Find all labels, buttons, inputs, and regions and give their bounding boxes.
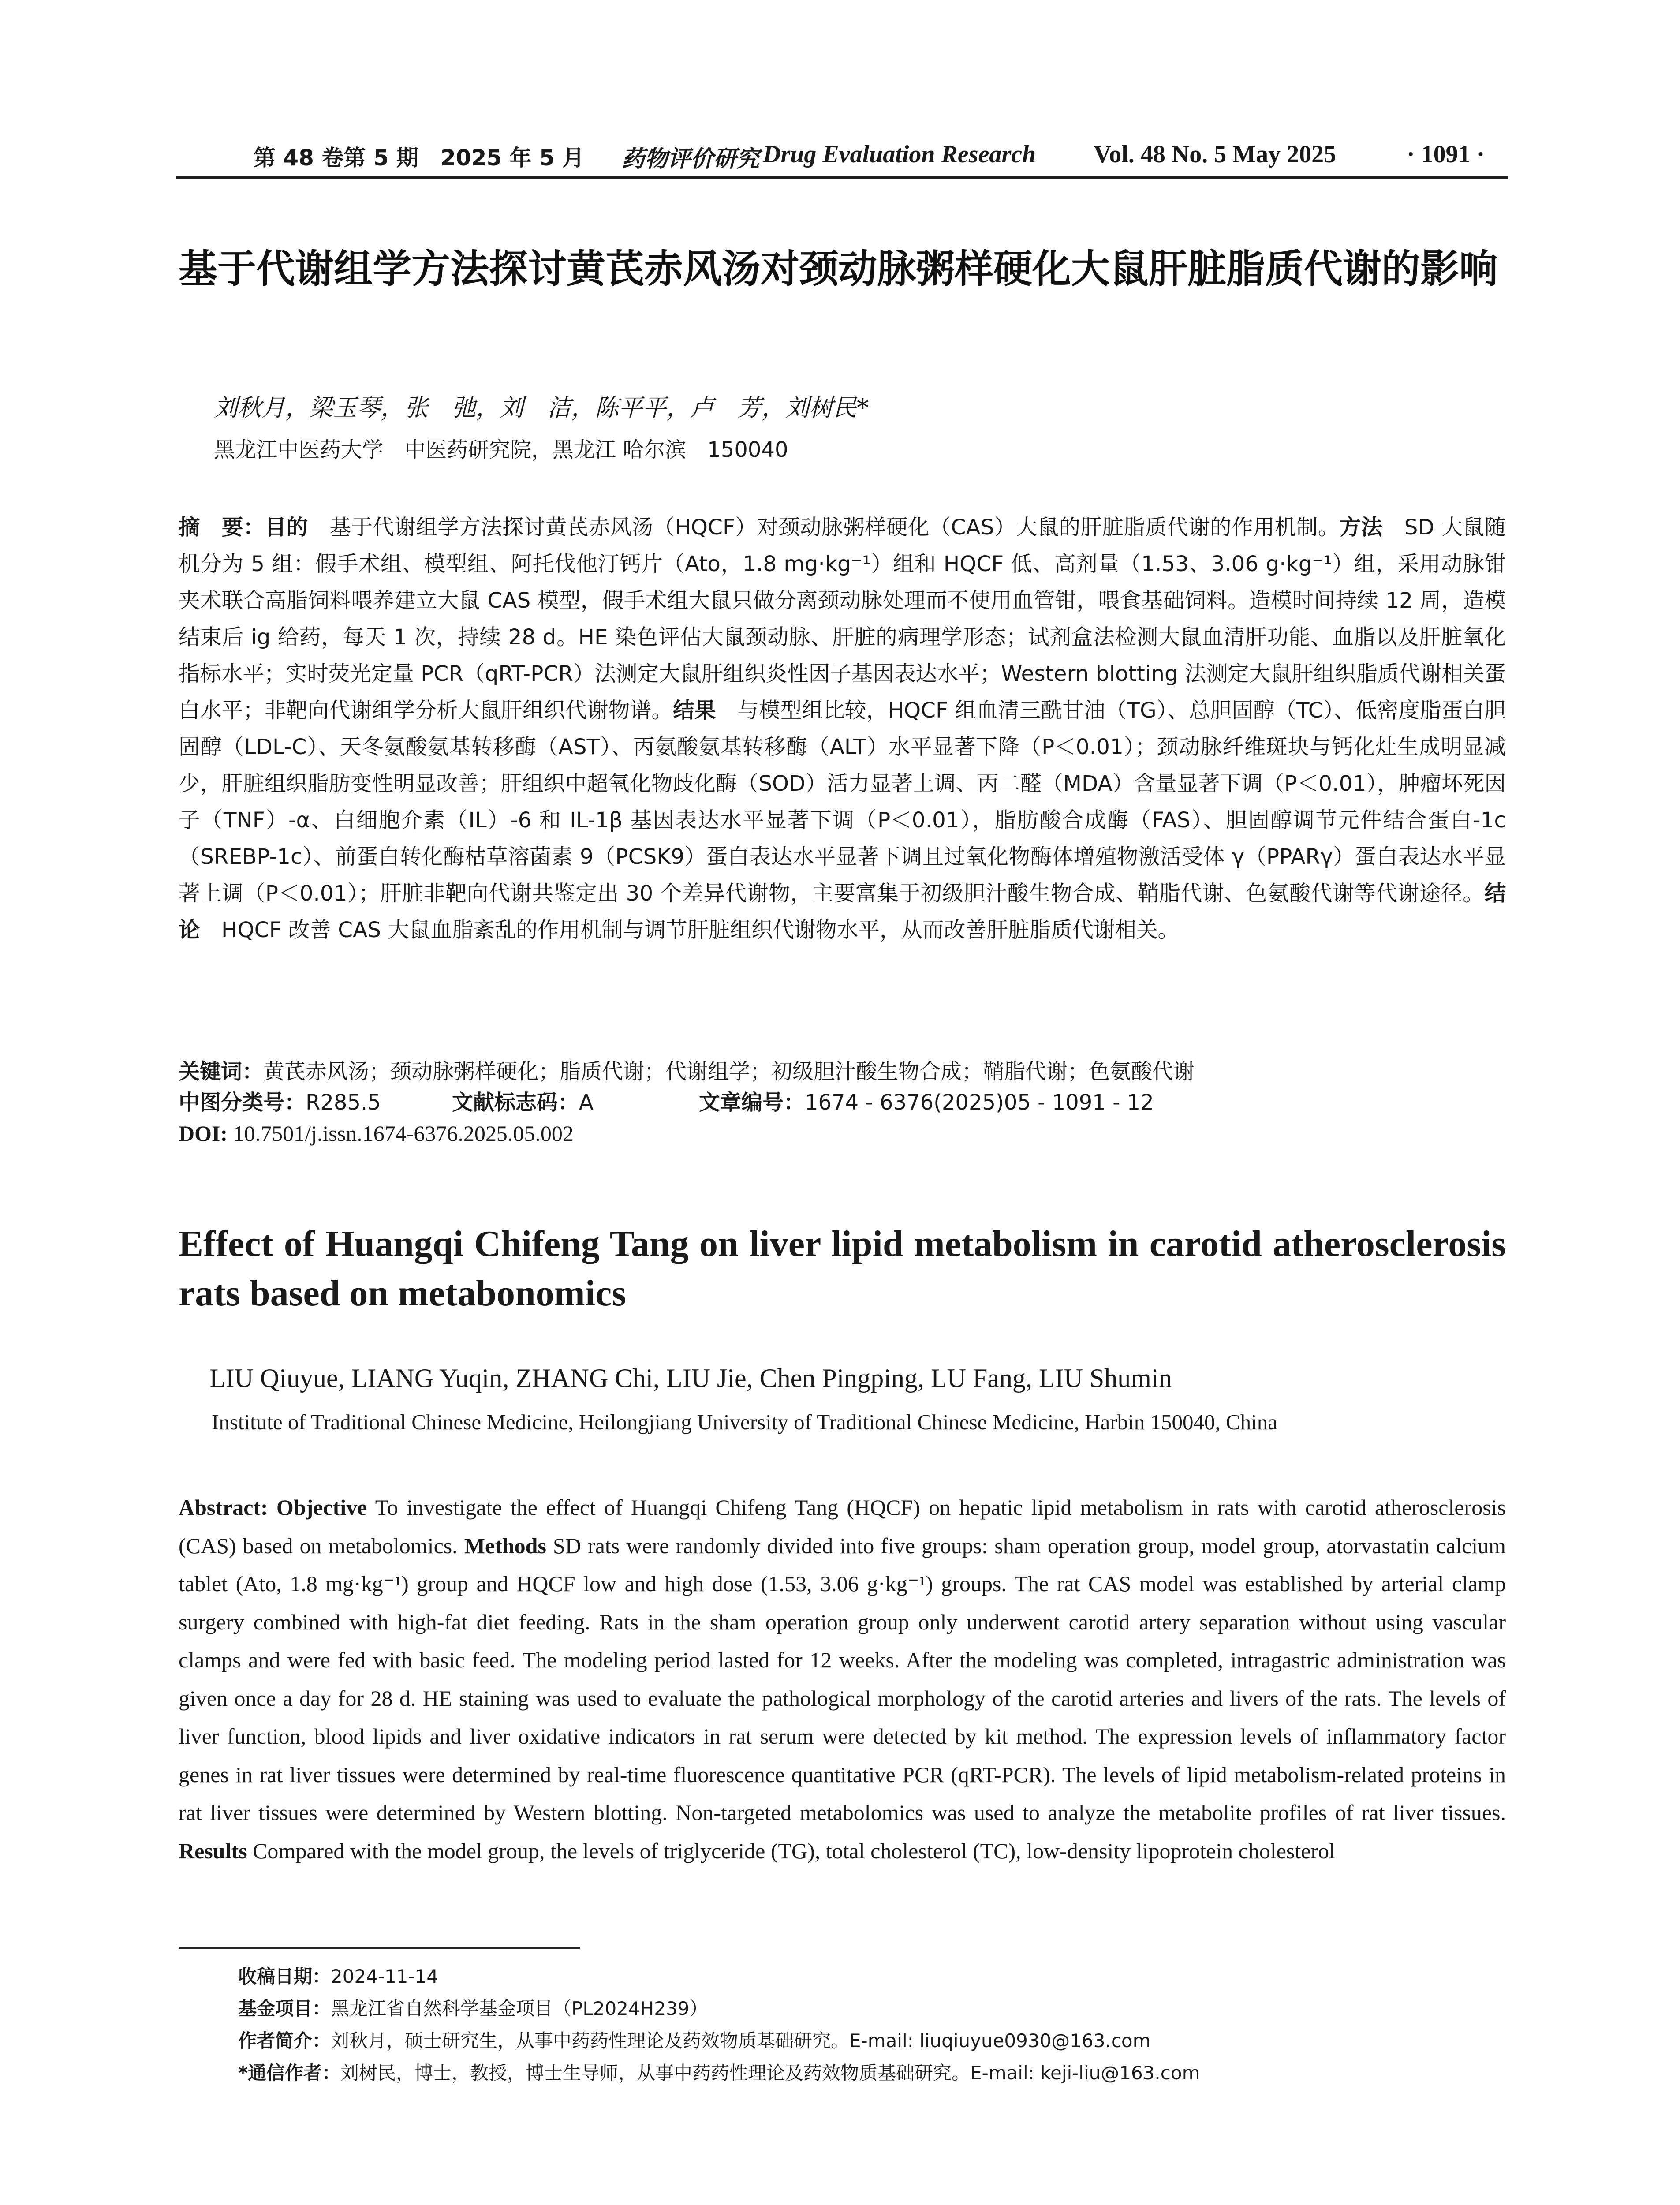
doc-code-value: A (579, 1090, 594, 1115)
objective-text-cn: 基于代谢组学方法探讨黄芪赤风汤（HQCF）对颈动脉粥样硬化（CAS）大鼠的肝脏脂质代谢的作用机制。 (308, 515, 1340, 540)
objective-text-en: To investigate the effect of Huangqi Chifeng Tang (HQCF) on hepatic lipid metabolism in rats with carotid atherosclerosis (CAS) based on metabolomics. (179, 1495, 1506, 1558)
header-rule (176, 176, 1508, 179)
clc-value: R285.5 (306, 1090, 381, 1115)
methods-text-en: SD rats were randomly divided into five groups: sham operation group, model group, atorvastatin calcium tablet (Ato, 1.8 mg·kg⁻¹) group and HQCF low and high dose (1.53, 3.06 g·kg⁻¹) groups. The rat CAS model was established by arterial clamp surgery combined with high-fat diet feeding. Rats in the sham operation group only underwent carotid artery separation without using vascular clamps and were fed with basic feed. The modeling period lasted for 12 weeks. After the modeling was completed, intragastric administration was given once a day for 28 d. HE staining was used to evaluate the pathological morphology of the carotid arteries and livers of the rats. The levels of liver function, blood lipids and liver oxidative indicators in rat serum were detected by kit method. The expression levels of inflammatory factor genes in rat liver tissues were determined by real-time fluorescence quantitative PCR (qRT-PCR). The levels of lipid metabolism-related proteins in rat liver tissues were determined by Western blotting. Non-targeted metabolomics was used to analyze the metabolite profiles of rat liver tissues. (179, 1533, 1506, 1825)
corresponding-value: 刘树民，博士，教授，博士生导师，从事中药药性理论及药效物质基础研究。E-mail: keji-liu@163.com (340, 2062, 1200, 2084)
abstract-cn-label: 摘 要： (179, 515, 265, 540)
received-value: 2024-11-14 (331, 1966, 439, 1987)
methods-label-en: Methods (464, 1533, 546, 1558)
volume-info: Vol. 48 No. 5 May 2025 (1094, 141, 1337, 168)
journal-logo: 药物评价研究 (622, 146, 760, 172)
doi-label: DOI: (179, 1121, 228, 1146)
doi-row (179, 1118, 1506, 1149)
conclusion-text-cn: HQCF 改善 CAS 大鼠血脂紊乱的作用机制与调节肝脏组织代谢物水平，从而改善肝脏脂质代谢相关。 (200, 918, 1180, 942)
doc-code-label: 文献标志码： (452, 1090, 579, 1115)
methods-text-cn: SD 大鼠随机分为 5 组：假手术组、模型组、阿托伐他汀钙片（Ato，1.8 mg·kg⁻¹）组和 HQCF 低、高剂量（1.53、3.06 g·kg⁻¹）组，采用动脉钳夹术联合高脂饲料喂养建立大鼠 CAS 模型，假手术组大鼠只做分离颈动脉处理而不使用血管钳，喂食基础饲料。造模时间持续 12 周，造模结束后 ig 给药，每天 1 次，持续 28 d。HE 染色评估大鼠颈动脉、肝脏的病理学形态；试剂盒法检测大鼠血清肝功能、血脂以及肝脏氧化指标水平；实时荧光定量 PCR（qRT-PCR）法测定大鼠肝组织炎性因子基因表达水平；Western blotting 法测定大鼠肝组织脂质代谢相关蛋白水平；非靶向代谢组学分析大鼠肝组织代谢物谱。 (179, 515, 1506, 723)
article-number-value: 1674 - 6376(2025)05 - 1091 - 12 (805, 1090, 1154, 1115)
results-label-en: Results (179, 1838, 247, 1863)
authors-en: LIU Qiuyue, LIANG Yuqin, ZHANG Chi, LIU Jie, Chen Pingping, LU Fang, LIU Shumin (209, 1364, 1172, 1393)
title-cn: 基于代谢组学方法探讨黄芪赤风汤对颈动脉粥样硬化大鼠肝脏脂质代谢的影响 (179, 246, 1498, 292)
footnotes (238, 1960, 1504, 2089)
article-number-label: 文章编号： (699, 1090, 805, 1115)
author-bio-value: 刘秋月，硕士研究生，从事中药药性理论及药效物质基础研究。E-mail: liuqiuyue0930@163.com (331, 2030, 1151, 2052)
results-label-cn: 结果 (673, 698, 716, 723)
author-bio-label: 作者简介： (238, 2030, 331, 2052)
authors-cn: 刘秋月，梁玉琴，张 弛，刘 洁，陈平平，卢 芳，刘树民* (214, 394, 869, 422)
received-date (238, 1960, 1504, 1992)
abstract-en-label: Abstract: Objective (179, 1495, 367, 1520)
results-text-en: Compared with the model group, the levels of triglyceride (TG), total cholesterol (TC), low-density lipoprotein cholesterol (247, 1838, 1335, 1863)
methods-label-cn: 方法 (1339, 515, 1383, 540)
keywords-text: 黄芪赤风汤；颈动脉粥样硬化；脂质代谢；代谢组学；初级胆汁酸生物合成；鞘脂代谢；色氨酸代谢 (263, 1059, 1195, 1084)
abstract-en (179, 1488, 1506, 1870)
keywords-cn (179, 1056, 1506, 1087)
page-number: · 1091 · (1407, 141, 1485, 168)
fund-value: 黑龙江省自然科学基金项目（PL2024H239） (331, 1998, 708, 2019)
results-text-cn: 与模型组比较，HQCF 组血清三酰甘油（TG）、总胆固醇（TC）、低密度脂蛋白胆固醇（LDL-C）、天冬氨酸氨基转移酶（AST）、丙氨酸氨基转移酶（ALT）水平显著下降（P＜0.01）；颈动脉纤维斑块与钙化灶生成明显减少，肝脏组织脂肪变性明显改善；肝组织中超氧化物歧化酶（SOD）活力显著上调、丙二醛（MDA）含量显著下调（P＜0.01），肿瘤坏死因子（TNF）-α、白细胞介素（IL）-6 和 IL-1β 基因表达水平显著下调（P＜0.01），脂肪酸合成酶（FAS）、胆固醇调节元件结合蛋白-1c（SREBP-1c）、前蛋白转化酶枯草溶菌素 9（PCSK9）蛋白表达水平显著下调且过氧化物酶体增殖物激活受体 γ（PPARγ）蛋白表达水平显著上调（P＜0.01）；肝脏非靶向代谢共鉴定出 30 个差异代谢物，主要富集于初级胆汁酸生物合成、鞘脂代谢、色氨酸代谢等代谢途径。 (179, 698, 1506, 906)
objective-label-cn: 目的 (265, 515, 308, 540)
keywords-label: 关键词： (179, 1059, 264, 1084)
affiliation-cn: 黑龙江中医药大学 中医药研究院，黑龙江 哈尔滨 150040 (214, 437, 788, 462)
clc-label: 中图分类号： (179, 1090, 306, 1115)
fund-project (238, 1992, 1504, 2025)
footnote-rule (179, 1947, 580, 1949)
fund-label: 基金项目： (238, 1998, 331, 2019)
corresponding-author (238, 2057, 1504, 2089)
running-header (176, 140, 1508, 176)
affiliation-en: Institute of Traditional Chinese Medicine, Heilongjiang University of Traditional Chinese Medicine, Harbin 150040, China (212, 1410, 1278, 1434)
doi-value: 10.7501/j.issn.1674-6376.2025.05.002 (228, 1121, 574, 1146)
author-bio (238, 2025, 1504, 2057)
classification-row (179, 1087, 1506, 1118)
abstract-cn (179, 509, 1506, 949)
title-en: Effect of Huangqi Chifeng Tang on liver lipid metabolism in carotid atherosclerosis rats based on metabonomics (179, 1223, 1506, 1314)
corresponding-label: *通信作者： (238, 2062, 340, 2084)
issue-cn: 第 48 卷第 5 期 2025 年 5 月 (254, 145, 585, 171)
conclusion-label-cn: 结论 (179, 881, 1506, 942)
received-label: 收稿日期： (238, 1966, 331, 1987)
journal-name-en: Drug Evaluation Research (763, 141, 1036, 168)
